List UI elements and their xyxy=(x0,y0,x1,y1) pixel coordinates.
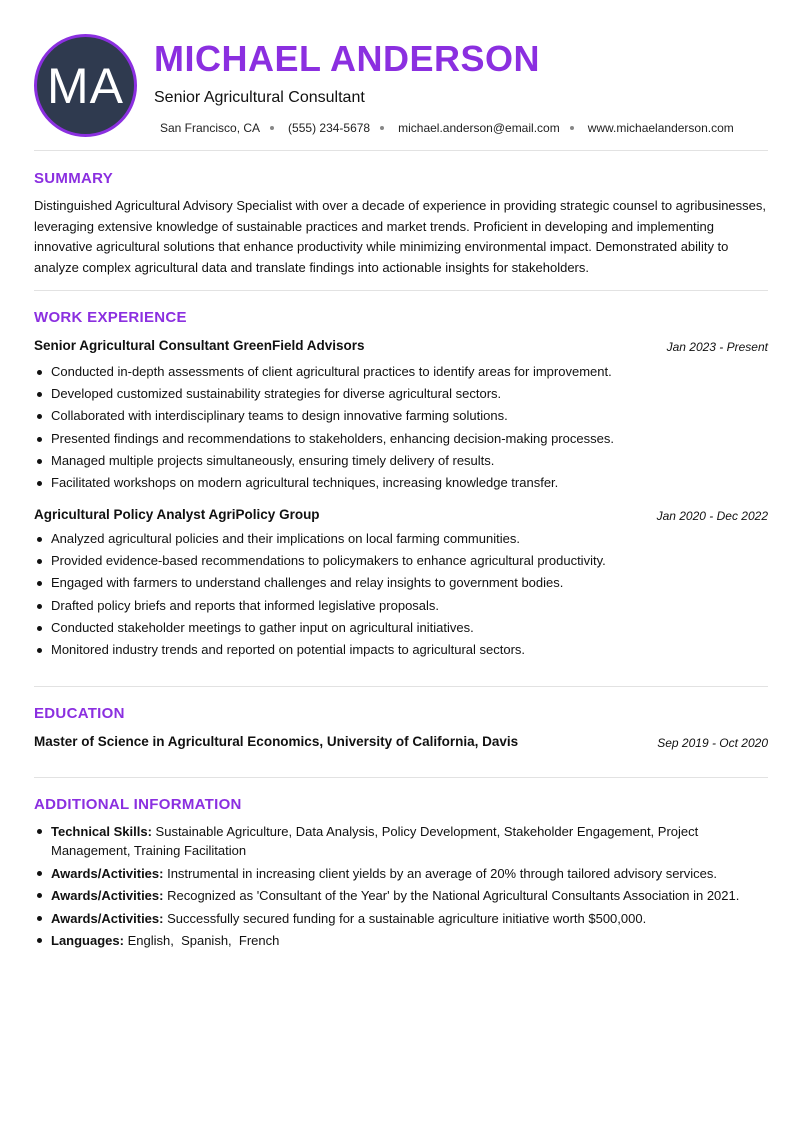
contact-bar xyxy=(160,121,734,135)
education-degree: Master of Science in Agricultural Economics, University of California, Davis xyxy=(34,734,519,749)
candidate-name: MICHAEL ANDERSON xyxy=(154,38,541,79)
list-item: Facilitated workshops on modern agricultural techniques, increasing knowledge transfer. xyxy=(34,472,768,494)
list-item: Analyzed agricultural policies and their implications on local farming communities. xyxy=(34,528,768,550)
separator-dot xyxy=(270,126,274,130)
summary-text: Distinguished Agricultural Advisory Specialist with over a decade of experience in providing strategic counsel to agribusinesses, leveraging extensive knowledge of sustainable practices and market trends. Proficient in developing and implementing innovative agricultural solutions that enhance productivity while minimizing environmental impact. Demonstrated ability to analyze complex agricultural data and translate findings into actionable insights for stakeholders. xyxy=(34,198,767,275)
item-text: Instrumental in increasing client yields by an average of 20% through tailored advisory services. xyxy=(167,865,717,881)
item-label: Awards/Activities: xyxy=(51,888,164,903)
divider xyxy=(34,290,768,291)
additional-info-list xyxy=(34,822,768,954)
job-heading: Senior Agricultural Consultant GreenField Advisors xyxy=(34,338,365,353)
item-text: English, Spanish, French xyxy=(127,933,280,948)
work-experience-heading: WORK EXPERIENCE xyxy=(34,309,187,326)
list-item xyxy=(34,931,768,950)
divider xyxy=(34,686,768,687)
job-date: Jan 2020 - Dec 2022 xyxy=(656,509,768,523)
additional-info-heading: ADDITIONAL INFORMATION xyxy=(34,796,242,813)
list-item: Provided evidence-based recommendations to policymakers to enhance agricultural productivity. xyxy=(34,550,768,572)
education-date: Sep 2019 - Oct 2020 xyxy=(657,736,768,750)
divider xyxy=(34,150,768,151)
item-label: Awards/Activities: xyxy=(51,865,164,881)
list-item: Drafted policy briefs and reports that informed legislative proposals. xyxy=(34,595,768,617)
divider xyxy=(34,777,768,778)
item-text: Recognized as 'Consultant of the Year' by the National Agricultural Consultants Association in 2021. xyxy=(167,888,740,903)
avatar-initials: MA xyxy=(47,57,124,114)
list-item: Collaborated with interdisciplinary teams to design innovative farming solutions. xyxy=(34,405,768,427)
job-heading: Agricultural Policy Analyst AgriPolicy Group xyxy=(34,507,320,522)
list-item: Conducted stakeholder meetings to gather input on agricultural initiatives. xyxy=(34,617,768,639)
item-text: Successfully secured funding for a sustainable agriculture initiative worth $500,000. xyxy=(167,910,647,926)
job-bullets xyxy=(34,361,768,494)
separator-dot xyxy=(570,126,574,130)
list-item: Engaged with farmers to understand challenges and relay insights to government bodies. xyxy=(34,572,768,594)
item-label: Awards/Activities: xyxy=(51,910,164,926)
item-text: Sustainable Agriculture, Data Analysis, Policy Development, Stakeholder Engagement, Project Management, Training Facilitation xyxy=(51,824,699,858)
list-item xyxy=(34,909,768,928)
item-label: Technical Skills: xyxy=(51,824,152,839)
summary-heading: SUMMARY xyxy=(34,170,114,187)
contact-email[interactable]: michael.anderson@email.com xyxy=(398,121,560,135)
list-item: Monitored industry trends and reported on potential impacts to agricultural sectors. xyxy=(34,639,768,661)
list-item xyxy=(34,822,768,860)
item-label: Languages: xyxy=(51,933,124,948)
list-item: Managed multiple projects simultaneously, ensuring timely delivery of results. xyxy=(34,450,768,472)
resume-header xyxy=(34,34,768,138)
contact-phone: (555) 234-5678 xyxy=(288,121,371,135)
education-heading: EDUCATION xyxy=(34,705,125,722)
job-date: Jan 2023 - Present xyxy=(666,340,768,354)
avatar xyxy=(34,34,137,137)
job-bullets xyxy=(34,528,768,661)
list-item: Presented findings and recommendations to stakeholders, enhancing decision-making processes. xyxy=(34,428,768,450)
contact-location: San Francisco, CA xyxy=(160,121,261,135)
list-item: Developed customized sustainability strategies for diverse agricultural sectors. xyxy=(34,383,768,405)
list-item xyxy=(34,864,768,883)
separator-dot xyxy=(380,126,384,130)
candidate-role: Senior Agricultural Consultant xyxy=(154,89,365,106)
contact-website[interactable]: www.michaelanderson.com xyxy=(587,121,734,135)
list-item xyxy=(34,886,768,905)
list-item: Conducted in-depth assessments of client agricultural practices to identify areas for improvement. xyxy=(34,361,768,383)
